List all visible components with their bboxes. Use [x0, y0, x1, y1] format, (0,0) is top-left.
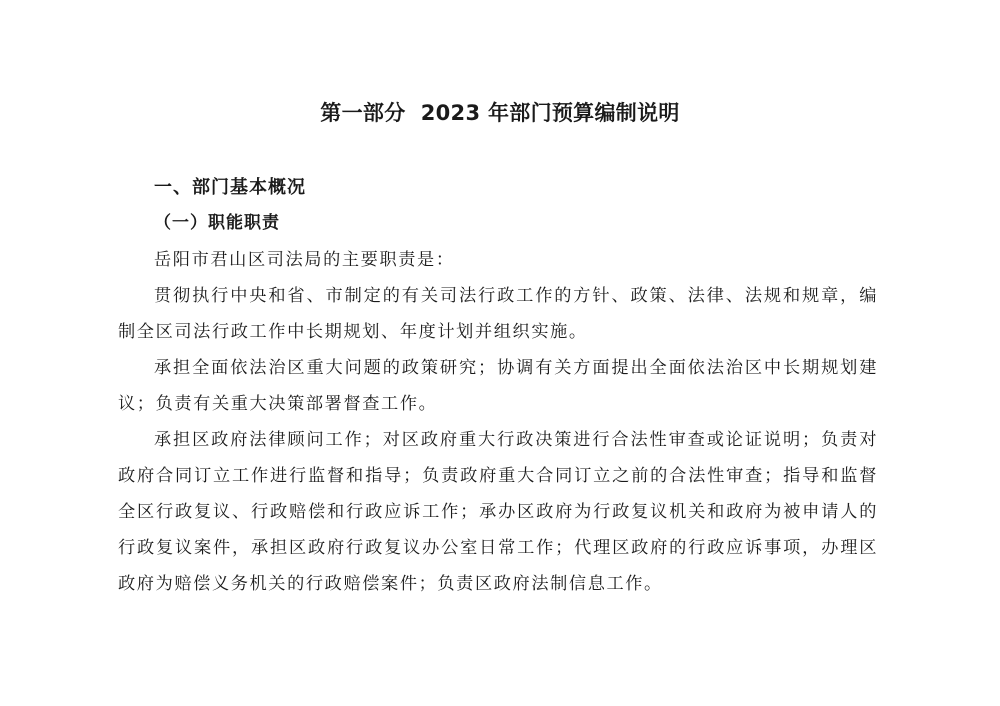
- sub-heading: （一）职能职责: [154, 213, 280, 233]
- paragraph-intro: 岳阳市君山区司法局的主要职责是：: [154, 250, 455, 270]
- paragraph-duty-2: 承担全面依法治区重大问题的政策研究；协调有关方面提出全面依法治区中长期规划建议；负责有关重大决策部署督查工作。: [118, 358, 878, 414]
- document-title: 第一部分 2023 年部门预算编制说明: [320, 101, 680, 125]
- document-body: [118, 172, 878, 602]
- section-heading: 一、部门基本概况: [154, 177, 306, 198]
- paragraph-duty-1: 贯彻执行中央和省、市制定的有关司法行政工作的方针、政策、法律、法规和规章，编制全区司法行政工作中长期规划、年度计划并组织实施。: [118, 286, 878, 342]
- paragraph-duty-3: 承担区政府法律顾问工作；对区政府重大行政决策进行合法性审查或论证说明；负责对政府合同订立工作进行监督和指导；负责政府重大合同订立之前的合法性审查；指导和监督全区行政复议、行政赔偿和行政应诉工作；承办区政府为行政复议机关和政府为被申请人的行政复议案件，承担区政府行政复议办公室日常工作；代理区政府的行政应诉事项，办理区政府为赔偿义务机关的行政赔偿案件；负责区政府法制信息工作。: [118, 430, 878, 594]
